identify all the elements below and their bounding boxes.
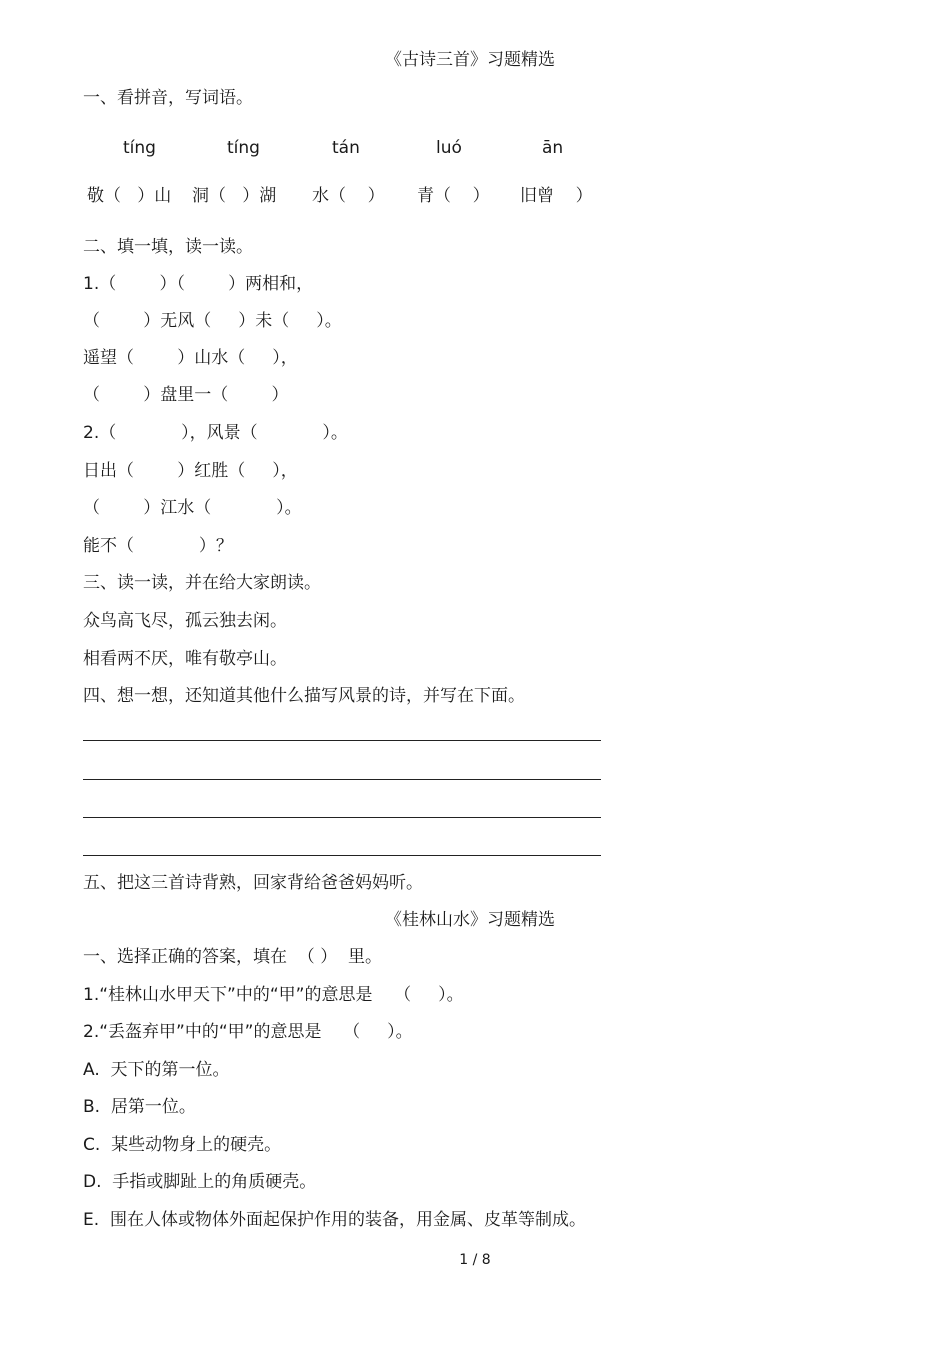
section2-title: 《桂林山水》习题精选 bbox=[385, 910, 555, 930]
option-c: C. 某些动物身上的硬壳。 bbox=[83, 1135, 282, 1155]
q4-heading: 四、想一想，还知道其他什么描写风景的诗，并写在下面。 bbox=[83, 686, 525, 706]
blank-2: 洞（ ）湖 bbox=[192, 186, 277, 206]
q2-line: 2.（ ），风景（ ）。 bbox=[83, 423, 348, 443]
q5-heading: 五、把这三首诗背熟，回家背给爸爸妈妈听。 bbox=[83, 873, 423, 893]
blank-1: 敬（ ）山 bbox=[87, 186, 172, 206]
q2-line: （ ）盘里一（ ） bbox=[83, 385, 289, 405]
q2-heading: 二、填一填，读一读。 bbox=[83, 237, 253, 257]
q2-line: （ ）江水（ ）。 bbox=[83, 498, 302, 518]
question-item: 1.“桂林山水甲天下”中的“甲”的意思是 （ ）。 bbox=[83, 985, 464, 1005]
question-item: 2.“丢盔弃甲”中的“甲”的意思是 （ ）。 bbox=[83, 1022, 413, 1042]
pinyin-5: ān bbox=[542, 138, 564, 158]
option-d: D. 手指或脚趾上的角质硬壳。 bbox=[83, 1172, 317, 1192]
poem-line: 相看两不厌，唯有敬亭山。 bbox=[83, 649, 287, 669]
blank-4: 青（ ） bbox=[417, 186, 490, 206]
option-a: A. 天下的第一位。 bbox=[83, 1060, 230, 1080]
q2-line: 能不（ ）？ bbox=[83, 536, 233, 556]
page-number: 1 / 8 bbox=[459, 1252, 491, 1268]
pinyin-3: tán bbox=[332, 138, 360, 158]
q2-line: （ ）无风（ ）未（ ）。 bbox=[83, 311, 342, 331]
poem-line: 众鸟高飞尽，孤云独去闲。 bbox=[83, 611, 287, 631]
answer-line[interactable] bbox=[83, 740, 601, 741]
option-b: B. 居第一位。 bbox=[83, 1097, 196, 1117]
q2-line: 1.（ ）（ ）两相和， bbox=[83, 274, 314, 294]
section1-title: 《古诗三首》习题精选 bbox=[385, 50, 555, 70]
answer-line[interactable] bbox=[83, 817, 601, 818]
q3-heading: 三、读一读，并在给大家朗读。 bbox=[83, 573, 321, 593]
answer-line[interactable] bbox=[83, 779, 601, 780]
pinyin-1: tíng bbox=[123, 138, 156, 158]
blank-row bbox=[83, 185, 643, 209]
pinyin-2: tíng bbox=[227, 138, 260, 158]
option-e: E. 围在人体或物体外面起保护作用的装备，用金属、皮革等制成。 bbox=[83, 1210, 586, 1230]
pinyin-row bbox=[83, 137, 643, 161]
s2-q1-heading: 一、选择正确的答案，填在 （ ） 里。 bbox=[83, 947, 383, 967]
answer-line[interactable] bbox=[83, 855, 601, 856]
q1-heading: 一、看拼音，写词语。 bbox=[83, 88, 253, 108]
blank-5: 旧曾 ） bbox=[520, 186, 593, 206]
blank-3: 水（ ） bbox=[312, 186, 385, 206]
q2-line: 遥望（ ）山水（ ）， bbox=[83, 348, 298, 368]
q2-line: 日出（ ）红胜（ ）， bbox=[83, 461, 298, 481]
pinyin-4: luó bbox=[436, 138, 462, 158]
